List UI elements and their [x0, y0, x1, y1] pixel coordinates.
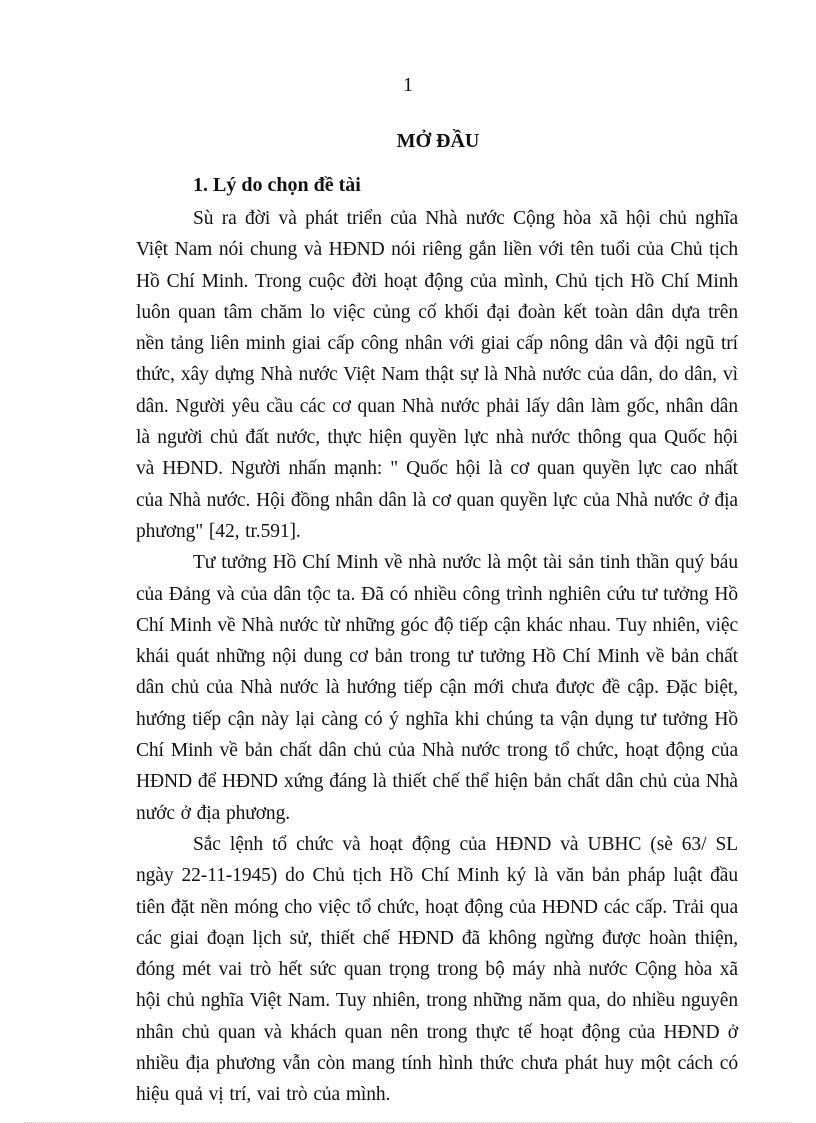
- paragraph-2: Tư tưởng Hồ Chí Minh về nhà nước là một tài sản tinh thần quý báu của Đảng và của dân tộc ta. Đã có nhiều công trình nghiên cứu tư tưởng Hồ Chí Minh về Nhà nước từ những góc độ tiếp cận khác nhau. Tuy nhiên, việc khái quát những nội dung cơ bản trong tư tưởng Hồ Chí Minh về bản chất dân chủ của Nhà nước là hướng tiếp cận mới chưa được đề cập. Đặc biệt, hướng tiếp cận này lại càng có ý nghĩa khi chúng ta vận dụng tư tưởng Hồ Chí Minh về bản chất dân chủ của Nhà nước trong tổ chức, hoạt động của HĐND để HĐND xứng đáng là thiết chế thể hiện bản chất dân chủ của Nhà nước ở địa phương.: [136, 552, 738, 824]
- chapter-title: MỞ ĐẦU: [396, 130, 480, 152]
- page-number: 1: [403, 74, 413, 96]
- body-text: [136, 203, 738, 1111]
- paragraph-1: Sù ra đời và phát triển của Nhà nước Cộng hòa xã hội chủ nghĩa Việt Nam nói chung và HĐND nói riêng gắn liền với tên tuổi của Chủ tịch Hồ Chí Minh. Trong cuộc đời hoạt động của mình, Chủ tịch Hồ Chí Minh luôn quan tâm chăm lo việc củng cố khối đại đoàn kết toàn dân dựa trên nền tảng liên minh giai cấp công nhân với giai cấp nông dân và đội ngũ trí thức, xây dựng Nhà nước Việt Nam thật sự là Nhà nước của dân, do dân, vì dân. Người yêu cầu các cơ quan Nhà nước phải lấy dân làm gốc, nhân dân là người chủ đất nước, thực hiện quyền lực nhà nước thông qua Quốc hội và HĐND. Người nhấn mạnh: " Quốc hội là cơ quan quyền lực cao nhất của Nhà nước. Hội đồng nhân dân là cơ quan quyền lực của Nhà nước ở địa phương" [42, tr.591].: [136, 208, 738, 542]
- section-heading: 1. Lý do chọn đề tài: [193, 174, 361, 196]
- paragraph-3: Sắc lệnh tổ chức và hoạt động của HĐND và UBHC (sè 63/ SL ngày 22-11-1945) do Chủ tịch Hồ Chí Minh ký là văn bản pháp luật đầu tiên đặt nền móng cho việc tổ chức, hoạt động của HĐND các cấp. Trải qua các giai đoạn lịch sử, thiết chế HĐND đã không ngừng được hoàn thiện, đóng mét vai trò hết sức quan trọng trong bộ máy nhà nước Cộng hòa xã hội chủ nghĩa Việt Nam. Tuy nhiên, trong những năm qua, do nhiều nguyên nhân chủ quan và khách quan nên trong thực tế hoạt động của HĐND ở nhiều địa phương vẫn còn mang tính hình thức chưa phát huy một cách có hiệu quả vị trí, vai trò của mình.: [136, 833, 738, 1106]
